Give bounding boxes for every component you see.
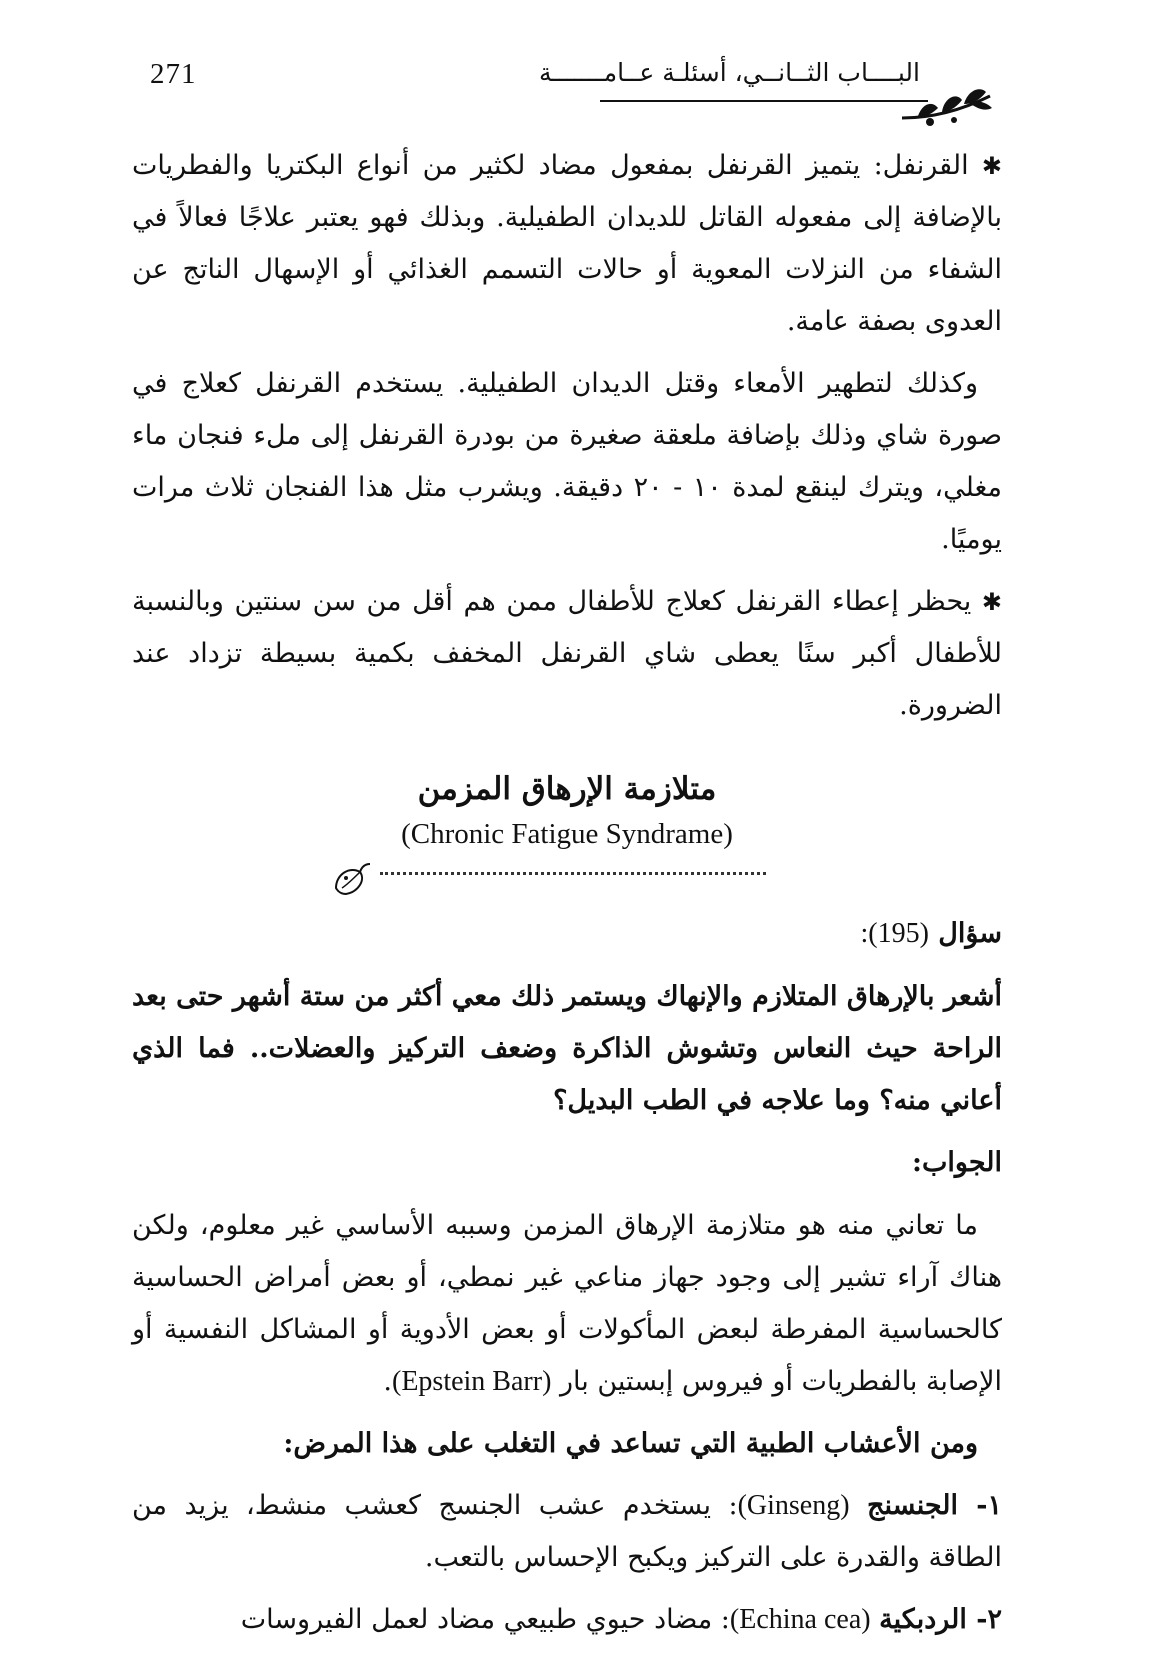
herb-item-ginseng (132, 1480, 1002, 1584)
answer-heading (132, 1137, 1002, 1190)
section-divider (132, 858, 1002, 902)
paragraph-clove-warning (132, 576, 1002, 732)
leaf-ornament-icon (330, 858, 372, 900)
question-label: سؤال (938, 918, 1002, 949)
herb-item-echinacea (132, 1594, 1002, 1646)
paragraph-text: القرنفل: يتميز القرنفل بمفعول مضاد لكثير من أنواع البكتريا والفطريات بالإضافة إلى مفعوله القاتل للديدان الطفيلية. وبذلك فهو يعتبر علاجًا فعالاً في الشفاء من النزلات المعوية أو حالات التسمم الغذائي أو الإسهال الناتج عن العدوى بصفة عامة. (132, 150, 1002, 337)
herb-label: ١- الجنسنج (867, 1490, 1002, 1521)
floral-ornament-icon (898, 78, 994, 128)
page-body (132, 140, 1002, 1656)
dotted-line (380, 872, 766, 875)
paragraph-clove-usage: وكذلك لتطهير الأمعاء وقتل الديدان الطفيلية. يستخدم القرنفل كعلاج في صورة شاي وذلك بإضافة ملعقة صغيرة من بودرة القرنفل إلى ملء فنجان ماء مغلي، ويترك لينقع لمدة ١٠ - ٢٠ دقيقة. ويشرب مثل هذا الفنجان ثلاث مرات يوميًا. (132, 368, 1003, 555)
answer-label: الجواب: (912, 1147, 1002, 1178)
answer-text-end: . (383, 1366, 392, 1397)
paragraph-clove-properties (132, 140, 1002, 348)
question-text: أشعر بالإرهاق المتلازم والإنهاك ويستمر ذلك معي أكثر من ستة أشهر حتى بعد الراحة حيث النعاس وتشوش الذاكرة وضعف التركيز والعضلات.. فما الذي أعاني منه؟ وما علاجه في الطب البديل؟ (132, 981, 1002, 1116)
star-bullet-icon: ✱ (981, 588, 1002, 616)
herb-latin-name: (Echina cea) (729, 1604, 871, 1635)
star-bullet-icon: ✱ (981, 152, 1002, 180)
header-rule (600, 100, 928, 102)
section-title-english: (Chronic Fatigue Syndrame) (401, 818, 733, 850)
herb-description: : مضاد حيوي طبيعي مضاد لعمل الفيروسات (240, 1604, 730, 1635)
section-title-arabic: متلازمة الإرهاق المزمن (417, 771, 717, 807)
herb-latin-name: (Ginseng) (737, 1490, 850, 1521)
question-number: (195): (860, 918, 929, 949)
herb-label: ٢- الردبكية (879, 1604, 1002, 1635)
latin-term-epstein-barr: (Epstein Barr) (391, 1366, 552, 1397)
paragraph-text: يحظر إعطاء القرنفل كعلاج للأطفال ممن هم أقل من سن سنتين وبالنسبة للأطفال أكبر سنًا يعطى شاي القرنفل المخفف بكمية بسيطة تزداد عند الضرورة. (132, 586, 1002, 721)
question-heading (132, 908, 1002, 961)
herb-description: : يستخدم عشب الجنسج كعشب منشط، يزيد من الطاقة والقدرة على التركيز ويكبح الإحساس بالتعب. (132, 1490, 1002, 1573)
herbs-intro: ومن الأعشاب الطبية التي تساعد في التغلب على هذا المرض: (283, 1428, 978, 1459)
page-number: 271 (150, 58, 197, 90)
answer-text-main: ما تعاني منه هو متلازمة الإرهاق المزمن وسببه الأساسي غير معلوم، ولكن هناك آراء تشير إلى وجود جهاز مناعي غير نمطي، أو بعض أمراض الحساسية كالحساسية المفرطة لبعض المأكولات أو بعض الأدوية أو المشاكل النفسية أو الإصابة بالفطريات أو فيروس إبستين بار (132, 1210, 1002, 1397)
answer-text (132, 1200, 1002, 1408)
running-head: البــــاب الثــانــي، أسئلـة عــامـــــــة (539, 58, 920, 87)
